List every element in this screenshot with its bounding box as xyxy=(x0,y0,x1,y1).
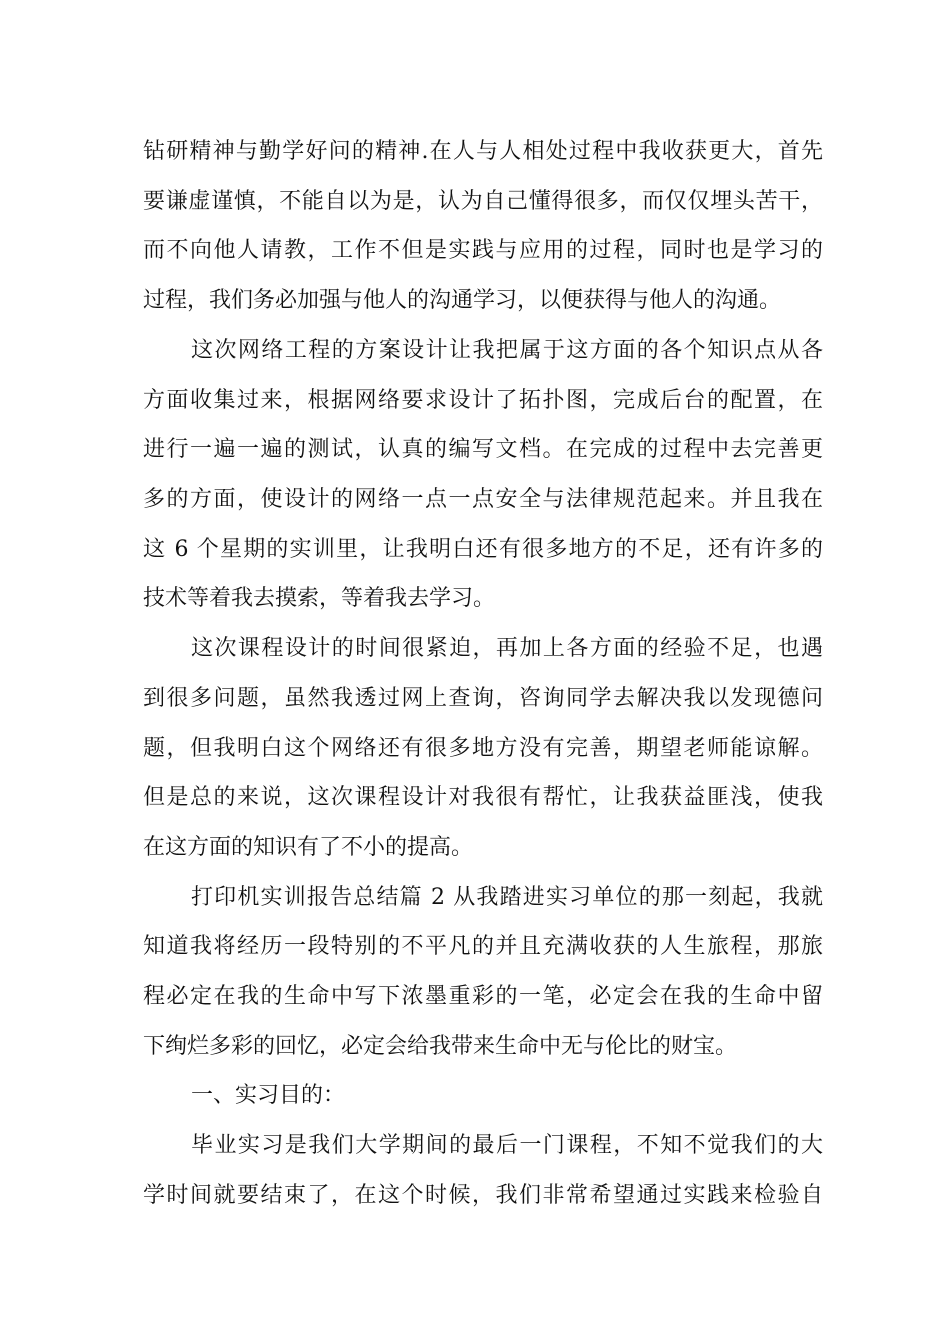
text-line: 学时间就要结束了，在这个时候，我们非常希望通过实践来检验自 xyxy=(143,1183,823,1208)
text-line: 多的方面，使设计的网络一点一点安全与法律规范起来。并且我在 xyxy=(143,487,823,512)
text-line: 技术等着我去摸索，等着我去学习。 xyxy=(143,586,496,611)
text-line: 方面收集过来，根据网络要求设计了拓扑图，完成后台的配置，在 xyxy=(143,388,823,413)
text-line: 知道我将经历一段特别的不平凡的并且充满收获的人生旅程，那旅 xyxy=(143,934,823,959)
text-line: 这 6 个星期的实训里，让我明白还有很多地方的不足，还有许多的 xyxy=(143,537,823,562)
paragraph-first-line: 这次网络工程的方案设计让我把属于这方面的各个知识点从各 xyxy=(191,338,823,363)
text-line: 钻研精神与勤学好问的精神.在人与人相处过程中我收获更大，首先 xyxy=(143,139,823,164)
text-line: 题，但我明白这个网络还有很多地方没有完善，期望老师能谅解。 xyxy=(143,736,823,761)
section-heading: 一、实习目的： xyxy=(191,1083,346,1108)
text-line: 要谦虚谨慎，不能自以为是，认为自己懂得很多，而仅仅埋头苦干， xyxy=(143,189,823,214)
paragraph-first-line: 打印机实训报告总结篇 2 从我踏进实习单位的那一刻起，我就 xyxy=(191,885,823,910)
text-line: 进行一遍一遍的测试，认真的编写文档。在完成的过程中去完善更 xyxy=(143,437,823,462)
paragraph-first-line: 这次课程设计的时间很紧迫，再加上各方面的经验不足，也遇 xyxy=(191,636,823,661)
text-line: 而不向他人请教，工作不但是实践与应用的过程，同时也是学习的 xyxy=(143,238,823,263)
paragraph-first-line: 毕业实习是我们大学期间的最后一门课程，不知不觉我们的大 xyxy=(191,1133,823,1158)
text-line: 下绚烂多彩的回忆，必定会给我带来生命中无与伦比的财宝。 xyxy=(143,1034,738,1059)
text-line: 但是总的来说，这次课程设计对我很有帮忙，让我获益匪浅，使我 xyxy=(143,785,823,810)
text-line: 到很多问题，虽然我透过网上查询，咨询同学去解决我以发现德问 xyxy=(143,686,823,711)
text-line: 过程，我们务必加强与他人的沟通学习，以便获得与他人的沟通。 xyxy=(143,288,782,313)
text-line: 在这方面的知识有了不小的提高。 xyxy=(143,835,474,860)
text-line: 程必定在我的生命中写下浓墨重彩的一笔，必定会在我的生命中留 xyxy=(143,984,823,1009)
